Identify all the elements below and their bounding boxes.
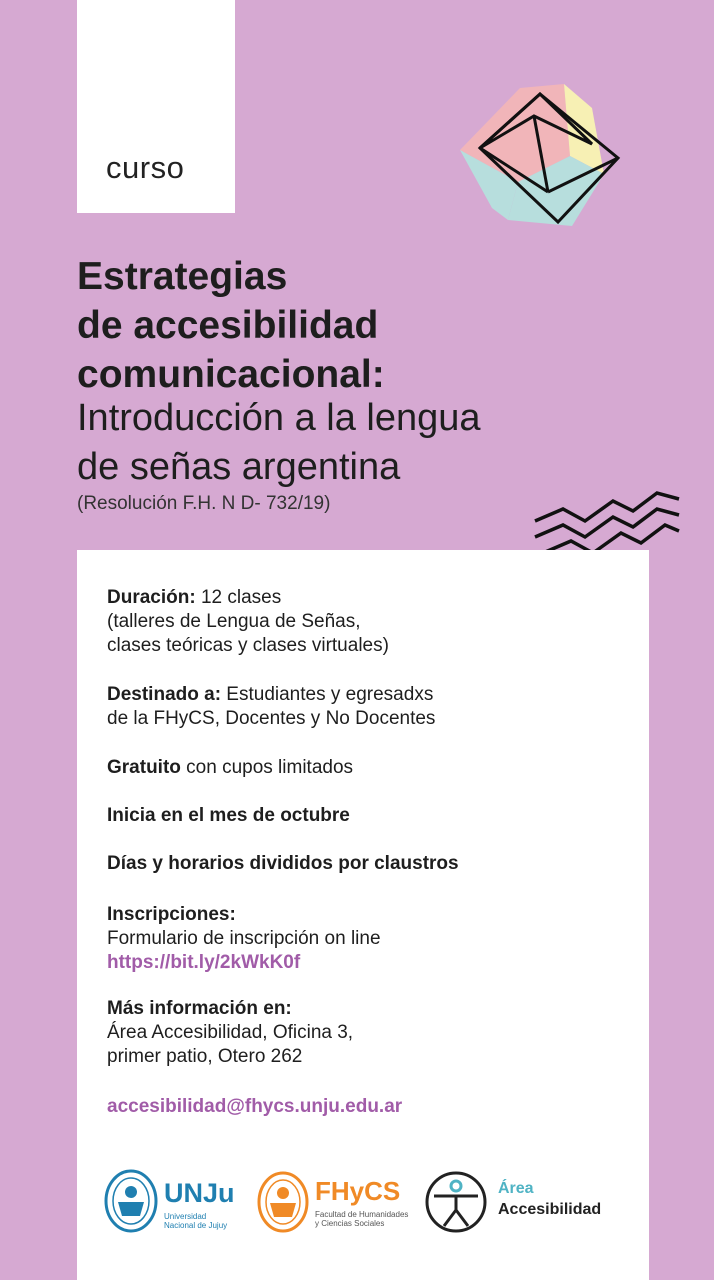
- audience-value: Estudiantes y egresadxs: [221, 684, 434, 705]
- audience-label: Destinado a:: [107, 684, 222, 705]
- duration-label: Duración:: [107, 587, 196, 608]
- registration-block: [107, 903, 637, 975]
- audience-block: [107, 683, 637, 731]
- fhycs-seal-icon: [257, 1170, 309, 1234]
- area-name: Accesibilidad: [498, 1201, 602, 1218]
- schedule-text: Días y horarios divididos por claustros: [107, 853, 459, 874]
- duration-note: clases teóricas y clases virtuales): [107, 635, 389, 656]
- fhycs-logo: [257, 1168, 412, 1238]
- title-bold: [77, 252, 385, 399]
- free-value: con cupos limitados: [180, 757, 354, 778]
- fhycs-name: FHyCS: [315, 1176, 401, 1206]
- unju-name: UNJu: [164, 1178, 235, 1208]
- email-block: [107, 1095, 637, 1119]
- resolution-note: (Resolución F.H. N D- 732/19): [77, 493, 331, 514]
- title-line: de accesibilidad: [77, 304, 379, 347]
- subtitle-line: Introducción a la lengua: [77, 397, 481, 439]
- unju-logo: [104, 1168, 244, 1238]
- more-info-block: [107, 997, 637, 1069]
- duration-note: (talleres de Lengua de Señas,: [107, 611, 361, 632]
- registration-label: Inscripciones:: [107, 904, 236, 925]
- cube-decoration: [452, 82, 627, 234]
- fhycs-sub: Facultad de Humanidades: [315, 1210, 409, 1219]
- title-line: comunicacional:: [77, 353, 385, 396]
- area-title: Área: [498, 1180, 534, 1197]
- more-info-line: primer patio, Otero 262: [107, 1046, 303, 1067]
- registration-text: Formulario de inscripción on line: [107, 928, 381, 949]
- unju-sub: Universidad: [164, 1212, 207, 1221]
- more-info-line: Área Accesibilidad, Oficina 3,: [107, 1022, 354, 1043]
- fhycs-sub: y Ciencias Sociales: [315, 1219, 385, 1228]
- duration-value: 12 clases: [195, 587, 282, 608]
- course-tag: curso: [106, 150, 185, 185]
- start-block: [107, 804, 637, 828]
- unju-seal-icon: [104, 1168, 158, 1234]
- subtitle: [77, 394, 481, 492]
- start-text: Inicia en el mes de octubre: [107, 805, 350, 826]
- more-info-label: Más información en:: [107, 998, 292, 1019]
- unju-sub: Nacional de Jujuy: [164, 1221, 228, 1230]
- free-label: Gratuito: [107, 757, 181, 778]
- title-line: Estrategias: [77, 255, 288, 298]
- schedule-block: [107, 852, 637, 876]
- zigzag-decoration: [533, 487, 681, 559]
- subtitle-line: de señas argentina: [77, 446, 401, 488]
- free-block: [107, 756, 637, 780]
- audience-value: de la FHyCS, Docentes y No Docentes: [107, 708, 436, 729]
- duration-block: [107, 586, 637, 658]
- accessibility-icon: [424, 1170, 488, 1234]
- registration-link[interactable]: https://bit.ly/2kWkK0f: [107, 952, 301, 973]
- email-link[interactable]: accesibilidad@fhycs.unju.edu.ar: [107, 1096, 403, 1117]
- area-accesibilidad-logo: [424, 1168, 619, 1238]
